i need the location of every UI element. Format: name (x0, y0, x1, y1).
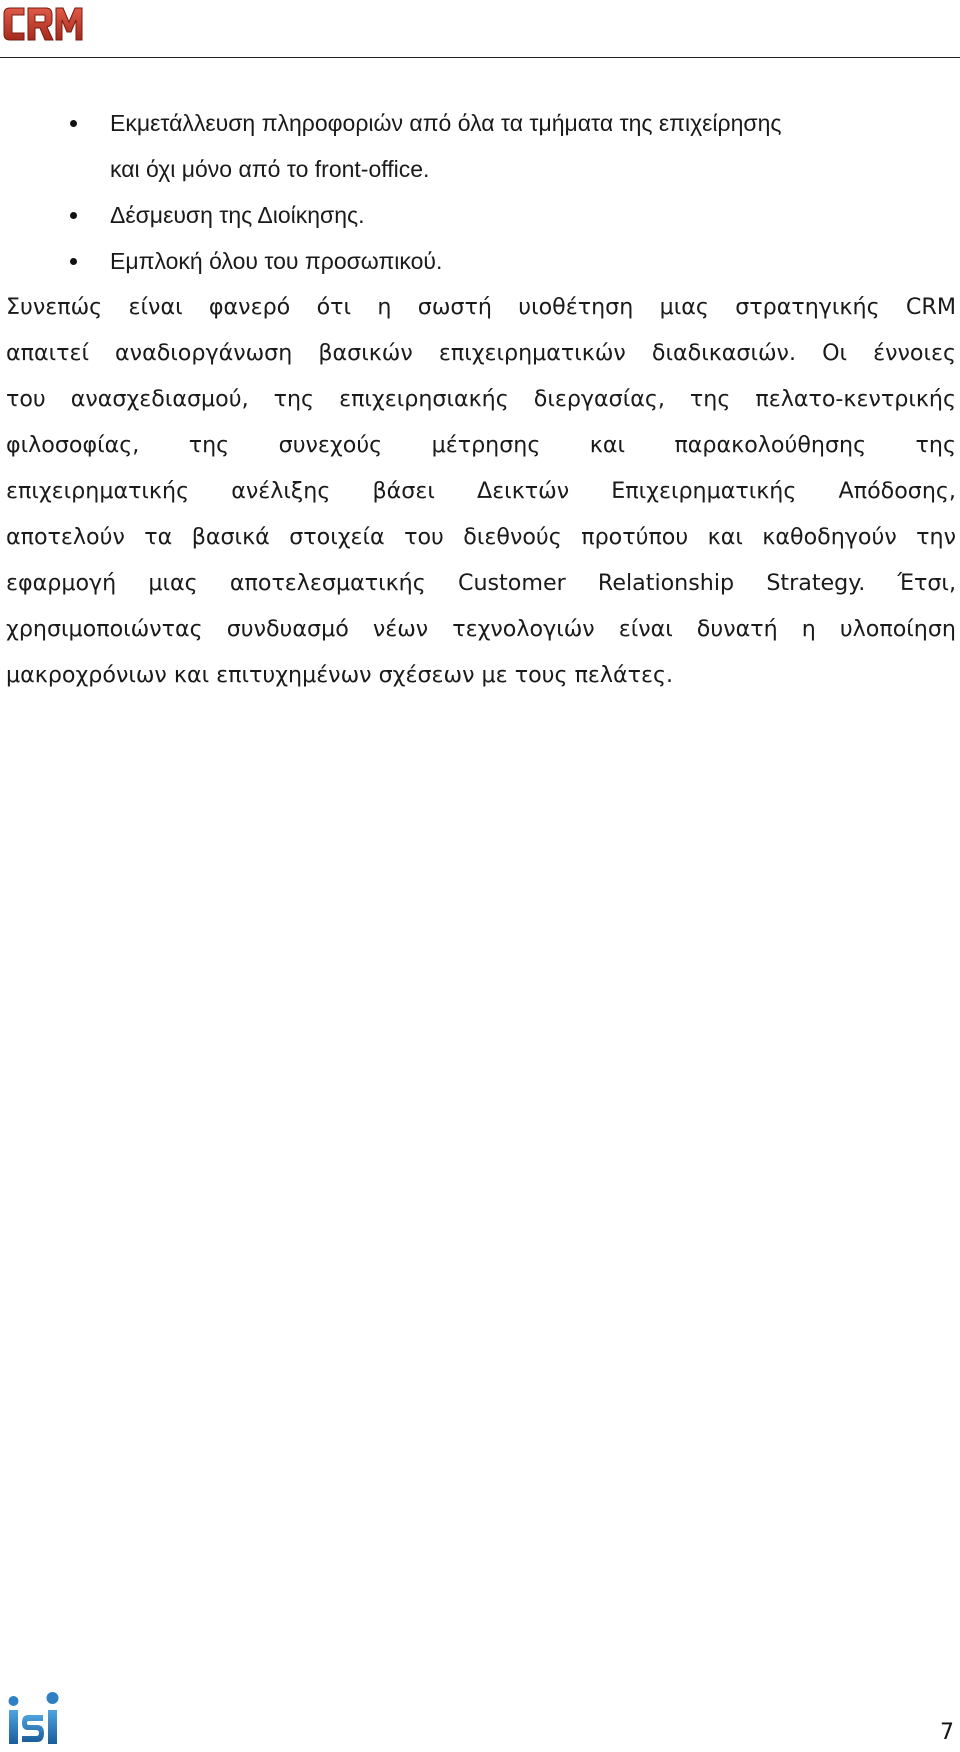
paragraph-line: φιλοσοφίας, της συνεχούς μέτρησης και παρακολούθησης της (6, 432, 956, 458)
header-divider (0, 57, 960, 58)
bullet-list (0, 100, 960, 284)
paragraph-line: του ανασχεδιασμού, της επιχειρησιακής διεργασίας, της πελατο-κεντρικής (6, 386, 956, 412)
bullet-icon (70, 212, 77, 219)
bullet-text-line: Δέσμευση της Διοίκησης. (110, 202, 365, 228)
bullet-icon (70, 258, 77, 265)
paragraph-line: εφαρμογή μιας αποτελεσματικής Customer Relationship Strategy. Έτσι, (6, 570, 956, 596)
bullet-text-line: Εμπλοκή όλου του προσωπικού. (110, 248, 443, 274)
page-number: 7 (940, 1720, 954, 1745)
bullet-icon (70, 120, 77, 127)
bullet-text-line: Εκμετάλλευση πληροφοριών από όλα τα τμήματα της επιχείρησης (110, 110, 782, 136)
paragraph-line: αποτελούν τα βασικά στοιχεία του διεθνούς προτύπου και καθοδηγούν την (6, 524, 956, 550)
bullet-item (0, 192, 960, 238)
paragraph-line: μακροχρόνιων και επιτυχημένων σχέσεων με τους πελάτες. (6, 662, 674, 688)
bullet-text-line: και όχι μόνο από το front-office. (110, 156, 430, 182)
isi-logo (6, 1690, 66, 1748)
paragraph-line: απαιτεί αναδιοργάνωση βασικών επιχειρηματικών διαδικασιών. Οι έννοιες (6, 340, 956, 366)
crm-logo (2, 2, 88, 46)
paragraph-line: Συνεπώς είναι φανερό ότι η σωστή υιοθέτηση μιας στρατηγικής CRM (6, 294, 956, 320)
page-header (0, 0, 960, 60)
paragraph-line: χρησιμοποιώντας συνδυασμό νέων τεχνολογιών είναι δυνατή η υλοποίηση (6, 616, 956, 642)
bullet-item (0, 100, 960, 192)
body-paragraph (6, 284, 956, 698)
paragraph-line: επιχειρηματικής ανέλιξης βάσει Δεικτών Επιχειρηματικής Απόδοσης, (6, 478, 956, 504)
bullet-item (0, 238, 960, 284)
